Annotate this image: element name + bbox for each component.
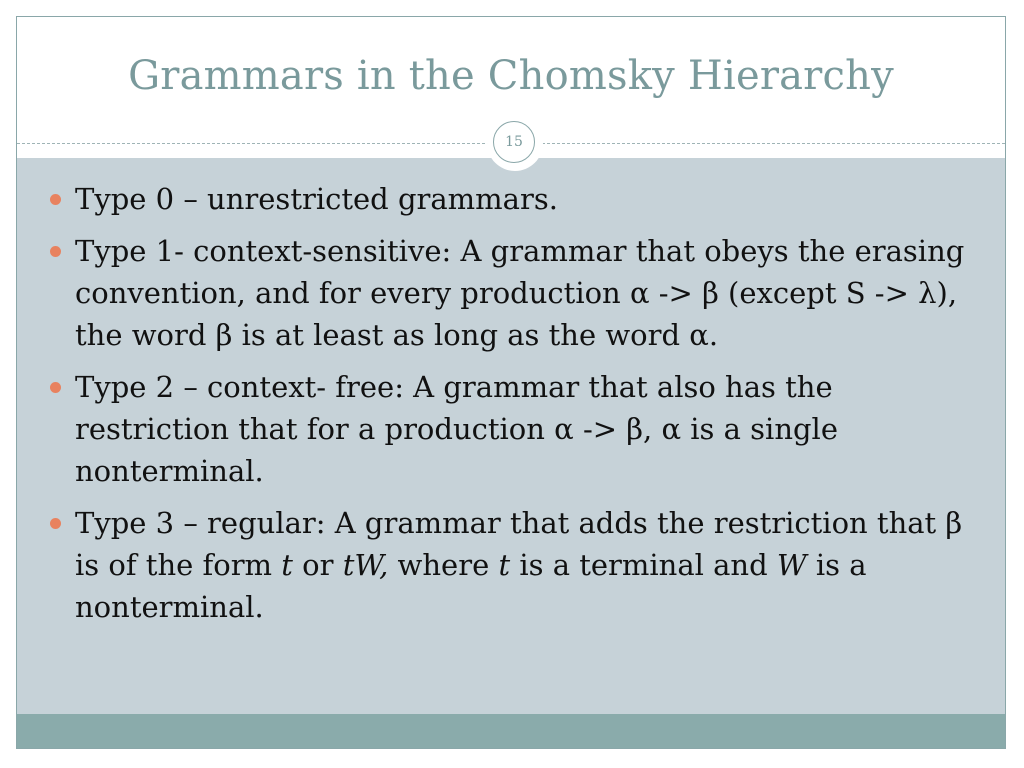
bullet-text: Type 2 – context- free: A grammar that also has the restriction that for a production α -> β, α is a single nonterminal. [75, 370, 838, 488]
footer-band [17, 714, 1005, 748]
bullet-text-part: or [292, 548, 343, 582]
bullet-text-italic: t [281, 548, 293, 582]
bullet-text-italic: W [776, 548, 807, 582]
bullet-item-type-1 [47, 230, 967, 356]
bullet-text: Type 0 – unrestricted grammars. [75, 182, 558, 216]
page-number-badge [487, 115, 543, 171]
bullet-item-type-2 [47, 366, 967, 492]
bullet-text-italic: tW, [342, 548, 389, 582]
content-area [17, 158, 1005, 716]
page-number: 15 [493, 121, 535, 163]
slide-frame [16, 16, 1006, 749]
bullet-text-italic: t [498, 548, 511, 582]
bullet-text-part: is a terminal and [510, 548, 777, 582]
bullet-item-type-3 [47, 502, 967, 628]
bullet-dot-icon [50, 194, 61, 205]
bullet-text-part: is a nonterminal. [75, 548, 867, 624]
bullet-list [47, 178, 967, 638]
bullet-text-part: Type 3 – regular: A grammar that adds the restriction that β is of the form [75, 506, 963, 582]
bullet-text-part: where [388, 548, 499, 582]
bullet-text: Type 1- context-sensitive: A grammar that obeys the erasing convention, and for every production α -> β (except S -> λ), the word β is at least as long as the word α. [75, 234, 965, 352]
slide-title: Grammars in the Chomsky Hierarchy [128, 53, 894, 99]
bullet-dot-icon [50, 246, 61, 257]
bullet-dot-icon [50, 382, 61, 393]
bullet-item-type-0 [47, 178, 967, 220]
bullet-dot-icon [50, 518, 61, 529]
